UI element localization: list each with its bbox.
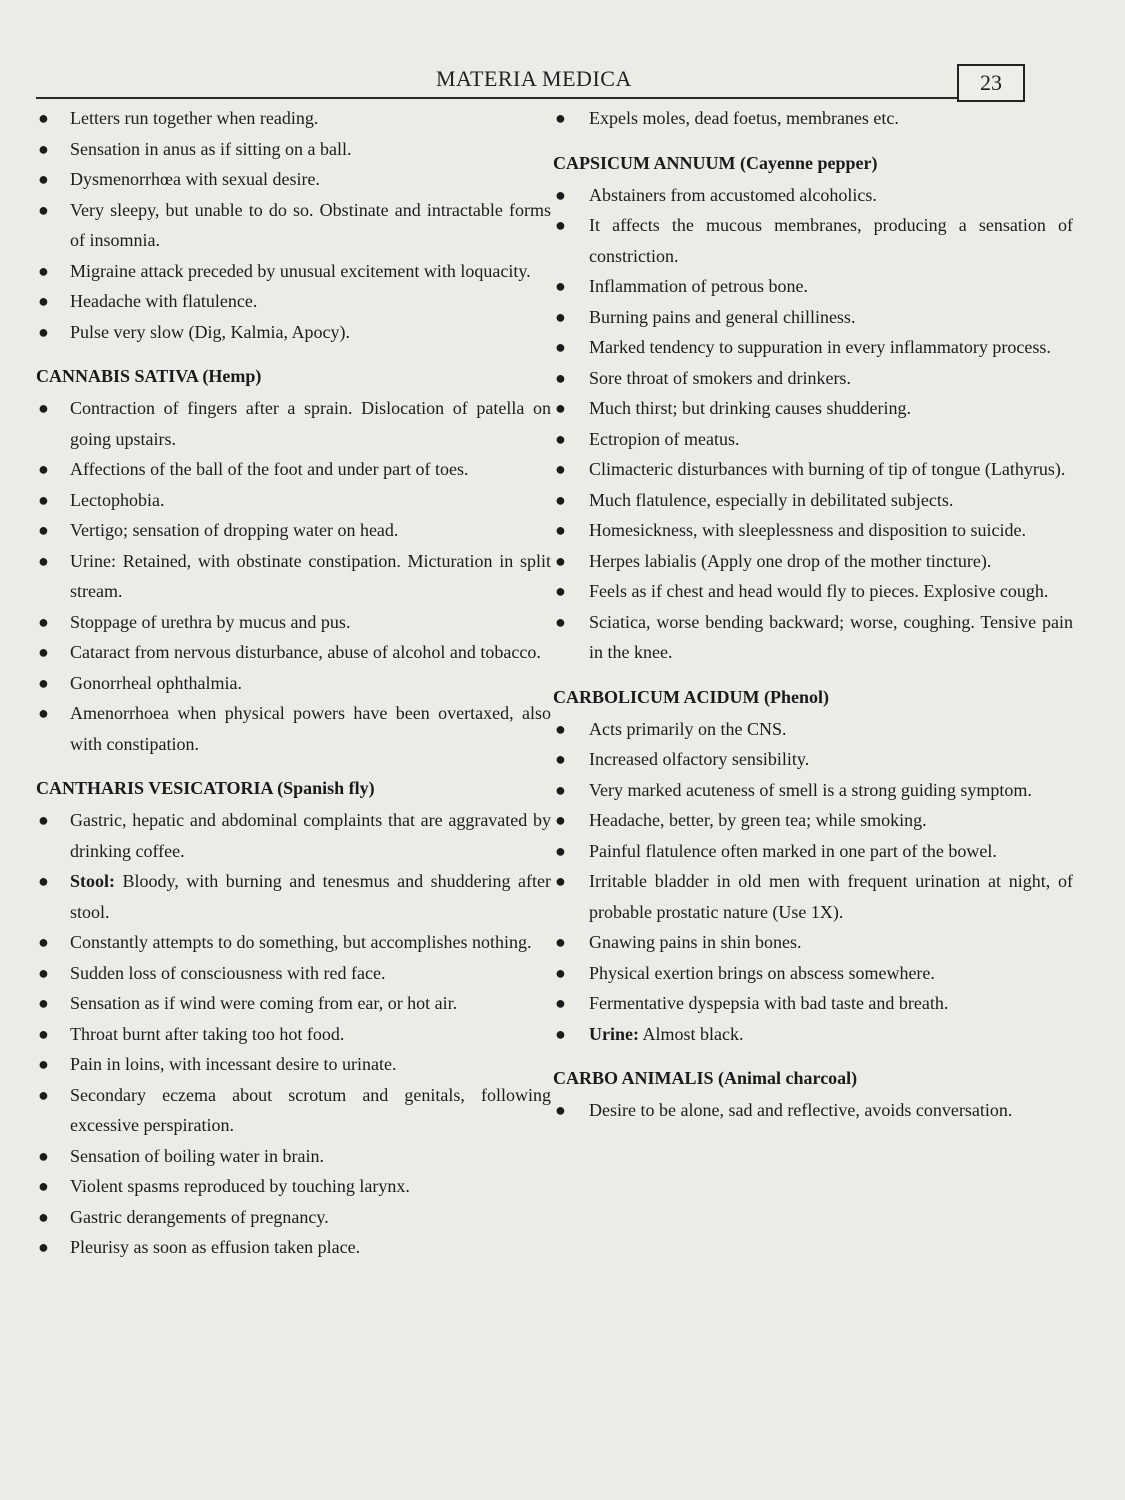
- bullet-icon: ●: [38, 459, 49, 479]
- bullet-icon: ●: [555, 428, 566, 449]
- bullet-icon: ●: [555, 459, 566, 479]
- list-item: ● Throat burnt after taking too hot food.: [36, 1019, 551, 1050]
- list-item: ● Sore throat of smokers and drinkers.: [553, 363, 1073, 394]
- list-item: ● Abstainers from accustomed alcoholics.: [553, 180, 1073, 211]
- bullet-icon: ●: [38, 169, 49, 189]
- remedy-heading-capsicum: CAPSICUM ANNUUM (Cayenne pepper): [553, 152, 878, 173]
- bullet-icon: ●: [38, 108, 49, 128]
- list-item: ● Feels as if chest and head would fly to pieces. Explosive cough.: [553, 576, 1073, 607]
- bullet-icon: ●: [38, 871, 49, 891]
- bullet-icon: ●: [38, 1206, 49, 1227]
- list-item: ● Inflammation of petrous bone.: [553, 271, 1073, 302]
- list-item: ● Desire to be alone, sad and reflective, avoids conversation.: [553, 1095, 1073, 1126]
- bullet-icon: ●: [38, 260, 49, 281]
- list-item: ● Cataract from nervous disturbance, abuse of alcohol and tobacco.: [36, 637, 551, 668]
- list-item: ● Amenorrhoea when physical powers have been overtaxed, also with constipation.: [36, 698, 551, 759]
- bullet-icon: ●: [555, 611, 566, 632]
- list-item: ● Burning pains and general chilliness.: [553, 302, 1073, 333]
- bullet-icon: ●: [38, 1176, 49, 1196]
- bullet-icon: ●: [38, 1084, 49, 1105]
- list-item: ● It affects the mucous membranes, producing a sensation of constriction.: [553, 210, 1073, 271]
- remedy-heading-cantharis: CANTHARIS VESICATORIA (Spanish fly): [36, 778, 375, 798]
- list-item: ● Much flatulence, especially in debilitated subjects.: [553, 485, 1073, 516]
- bullet-icon: ●: [38, 398, 49, 418]
- bullet-icon: ●: [38, 810, 49, 830]
- list-item: ● Dysmenorrhœa with sexual desire.: [36, 164, 551, 195]
- bullet-icon: ●: [555, 337, 566, 357]
- bullet-icon: ●: [555, 749, 566, 769]
- bullet-icon: ●: [555, 398, 566, 418]
- bullet-icon: ●: [38, 1023, 49, 1044]
- remedy-list-cantharis: [36, 805, 551, 1263]
- list-item: ● Much thirst; but drinking causes shuddering.: [553, 393, 1073, 424]
- list-item: ● Affections of the ball of the foot and under part of toes.: [36, 454, 551, 485]
- bullet-icon: ●: [555, 581, 566, 601]
- bullet-icon: ●: [555, 520, 566, 540]
- list-item: ● Sensation in anus as if sitting on a ball.: [36, 134, 551, 165]
- bullet-icon: ●: [38, 138, 49, 159]
- list-item: ● Physical exertion brings on abscess somewhere.: [553, 958, 1073, 989]
- bullet-icon: ●: [555, 1023, 566, 1044]
- left-column: [36, 103, 551, 1263]
- list-item: ● Violent spasms reproduced by touching larynx.: [36, 1171, 551, 1202]
- bullet-icon: ●: [555, 932, 566, 952]
- remedy-heading-carbo-animalis: CARBO ANIMALIS (Animal charcoal): [553, 1068, 858, 1088]
- header-rule: [36, 97, 958, 99]
- continued-list-right: [553, 103, 1073, 134]
- list-item: ● Headache with flatulence.: [36, 286, 551, 317]
- bullet-icon: ●: [555, 550, 566, 571]
- list-item: ● Letters run together when reading.: [36, 103, 551, 134]
- bullet-icon: ●: [38, 993, 49, 1013]
- list-item: ● Ectropion of meatus.: [553, 424, 1073, 455]
- list-item: ● Climacteric disturbances with burning of tip of tongue (Lathyrus).: [553, 454, 1073, 485]
- urine-lead: Urine:: [589, 1023, 639, 1044]
- continued-list-left: [36, 103, 551, 347]
- bullet-icon: ●: [555, 840, 566, 861]
- list-item: ● Fermentative dyspepsia with bad taste and breath.: [553, 988, 1073, 1019]
- bullet-icon: ●: [38, 642, 49, 662]
- running-title: MATERIA MEDICA: [436, 66, 632, 91]
- bullet-icon: ●: [555, 306, 566, 327]
- bullet-icon: ●: [555, 718, 566, 739]
- bullet-icon: ●: [555, 108, 566, 128]
- bullet-icon: ●: [555, 962, 566, 983]
- list-item: ● Urine: Retained, with obstinate constipation. Micturation in split stream.: [36, 546, 551, 607]
- list-item: ● Vertigo; sensation of dropping water on head.: [36, 515, 551, 546]
- list-item: ● Headache, better, by green tea; while smoking.: [553, 805, 1073, 836]
- bullet-icon: ●: [38, 611, 49, 632]
- bullet-icon: ●: [555, 367, 566, 388]
- bullet-icon: ●: [38, 489, 49, 510]
- bullet-icon: ●: [38, 1237, 49, 1257]
- bullet-icon: ●: [38, 550, 49, 571]
- list-item: ● Lectophobia.: [36, 485, 551, 516]
- bullet-icon: ●: [555, 993, 566, 1013]
- bullet-icon: ●: [38, 932, 49, 952]
- bullet-icon: ●: [555, 779, 566, 800]
- bullet-icon: ●: [555, 489, 566, 510]
- bullet-icon: ●: [38, 321, 49, 342]
- list-item: ● Expels moles, dead foetus, membranes etc.: [553, 103, 1073, 134]
- list-item: ● Migraine attack preceded by unusual excitement with loquacity.: [36, 256, 551, 287]
- list-item: ● Marked tendency to suppuration in every inflammatory process.: [553, 332, 1073, 363]
- list-item: ● Urine: Almost black.: [553, 1019, 1073, 1050]
- list-item: ● Painful flatulence often marked in one part of the bowel.: [553, 836, 1073, 867]
- list-item: ● Secondary eczema about scrotum and genitals, following excessive perspiration.: [36, 1080, 551, 1141]
- bullet-icon: ●: [38, 1145, 49, 1166]
- bullet-icon: ●: [555, 276, 566, 296]
- bullet-icon: ●: [555, 871, 566, 891]
- bullet-icon: ●: [38, 520, 49, 540]
- list-item: ● Pulse very slow (Dig, Kalmia, Apocy).: [36, 317, 551, 348]
- remedy-list-cannabis: [36, 393, 551, 759]
- remedy-list-carbo-animalis: [553, 1095, 1073, 1126]
- list-item: ● Gonorrheal ophthalmia.: [36, 668, 551, 699]
- list-item: ● Sciatica, worse bending backward; worse, coughing. Tensive pain in the knee.: [553, 607, 1073, 668]
- bullet-icon: ●: [555, 184, 566, 205]
- list-item: ● Gastric, hepatic and abdominal complaints that are aggravated by drinking coffee.: [36, 805, 551, 866]
- stool-lead: Stool:: [70, 871, 115, 891]
- bullet-icon: ●: [38, 291, 49, 311]
- bullet-icon: ●: [38, 962, 49, 983]
- bullet-icon: ●: [38, 199, 49, 220]
- list-item: ● Homesickness, with sleeplessness and disposition to suicide.: [553, 515, 1073, 546]
- bullet-icon: ●: [38, 1054, 49, 1074]
- list-item: ● Gnawing pains in shin bones.: [553, 927, 1073, 958]
- list-item: ● Constantly attempts to do something, but accomplishes nothing.: [36, 927, 551, 958]
- list-item: ● Sudden loss of consciousness with red face.: [36, 958, 551, 989]
- list-item: ● Very sleepy, but unable to do so. Obstinate and intractable forms of insomnia.: [36, 195, 551, 256]
- list-item: ● Very marked acuteness of smell is a strong guiding symptom.: [553, 775, 1073, 806]
- list-item: ● Pain in loins, with incessant desire to urinate.: [36, 1049, 551, 1080]
- remedy-list-carbolicum: [553, 714, 1073, 1050]
- list-item: ● Gastric derangements of pregnancy.: [36, 1202, 551, 1233]
- bullet-icon: ●: [555, 1100, 566, 1120]
- remedy-heading-carbolicum: CARBOLICUM ACIDUM (Phenol): [553, 686, 829, 707]
- bullet-icon: ●: [38, 672, 49, 693]
- remedy-list-capsicum: [553, 180, 1073, 668]
- bullet-icon: ●: [38, 703, 49, 723]
- list-item: ● Pleurisy as soon as effusion taken place.: [36, 1232, 551, 1263]
- list-item: ● Irritable bladder in old men with frequent urination at night, of probable prostatic nature (Use 1X).: [553, 866, 1073, 927]
- list-item: ● Sensation as if wind were coming from ear, or hot air.: [36, 988, 551, 1019]
- list-item: ● Sensation of boiling water in brain.: [36, 1141, 551, 1172]
- list-item: ● Acts primarily on the CNS.: [553, 714, 1073, 745]
- page-number: 23: [957, 64, 1025, 102]
- list-item: ● Contraction of fingers after a sprain. Dislocation of patella on going upstairs.: [36, 393, 551, 454]
- list-item: ● Stoppage of urethra by mucus and pus.: [36, 607, 551, 638]
- list-item: ● Herpes labialis (Apply one drop of the mother tincture).: [553, 546, 1073, 577]
- bullet-icon: ●: [555, 215, 566, 235]
- remedy-heading-cannabis: CANNABIS SATIVA (Hemp): [36, 366, 262, 386]
- list-item: ● Stool: Bloody, with burning and tenesmus and shuddering after stool.: [36, 866, 551, 927]
- bullet-icon: ●: [555, 810, 566, 830]
- right-column: [553, 103, 1073, 1126]
- list-item: ● Increased olfactory sensibility.: [553, 744, 1073, 775]
